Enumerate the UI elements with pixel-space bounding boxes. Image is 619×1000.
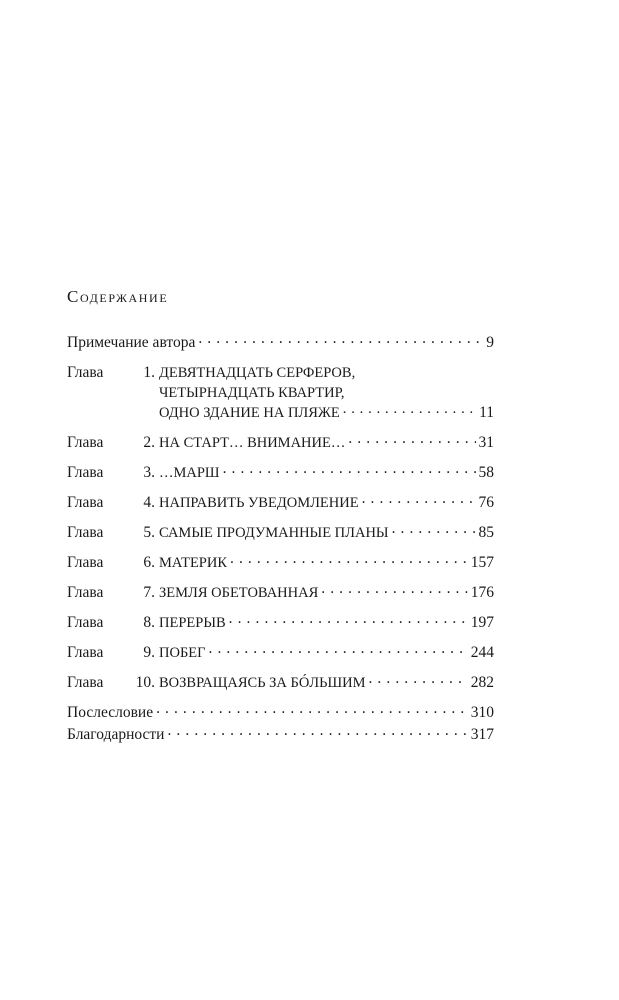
chapter-number: 4. — [143, 494, 155, 511]
chapter-word: Глава — [67, 524, 104, 541]
chapter-word: Глава — [67, 494, 104, 511]
chapter-number: 3. — [143, 464, 155, 481]
toc-heading: Содержание — [67, 287, 169, 306]
leader-dots — [368, 673, 467, 687]
toc-page-number: 11 — [479, 404, 494, 421]
chapter-title-line: ДЕВЯТНАДЦАТЬ СЕРФЕРОВ, — [159, 365, 356, 381]
toc-page-number: 58 — [478, 464, 494, 481]
toc-page-number: 76 — [478, 494, 494, 511]
chapter-number: 10. — [135, 674, 155, 691]
toc-page-number: 157 — [470, 554, 494, 571]
leader-dots — [343, 403, 476, 417]
leader-dots — [392, 523, 476, 537]
chapter-number: 6. — [143, 554, 155, 571]
toc-page-number: 176 — [470, 584, 494, 601]
toc-page-number: 282 — [470, 674, 494, 691]
toc-entry-chapter-10[interactable] — [67, 673, 494, 693]
toc-page-number: 85 — [478, 524, 494, 541]
chapter-word: Глава — [67, 644, 104, 661]
chapter-word: Глава — [67, 584, 104, 601]
toc-page-number: 317 — [470, 726, 494, 743]
chapter-number: 7. — [143, 584, 155, 601]
toc-entry-chapter-6[interactable] — [67, 553, 494, 573]
leader-dots — [209, 643, 468, 657]
toc-page-number: 9 — [486, 334, 494, 351]
toc-entry-acknowledgements[interactable] — [67, 725, 494, 745]
chapter-word: Глава — [67, 434, 104, 451]
chapter-word: Глава — [67, 674, 104, 691]
chapter-title: …МАРШ — [159, 465, 220, 481]
leader-dots — [348, 433, 475, 447]
leader-dots — [156, 703, 468, 717]
toc-entry-chapter-4[interactable] — [67, 493, 494, 513]
leader-dots — [229, 613, 468, 627]
toc-entry-chapter-2[interactable] — [67, 433, 494, 453]
chapter-title-line: ЧЕТЫРНАДЦАТЬ КВАРТИР, — [159, 385, 345, 401]
leader-dots — [362, 493, 476, 507]
toc-entry-chapter-9[interactable] — [67, 643, 494, 663]
chapter-title: ПЕРЕРЫВ — [159, 615, 226, 631]
toc-entry-afterword[interactable] — [67, 703, 494, 723]
chapter-number: 5. — [143, 524, 155, 541]
toc-page-number: 310 — [470, 704, 494, 721]
chapter-title-line: ОДНО ЗДАНИЕ НА ПЛЯЖЕ — [159, 405, 340, 421]
chapter-title: НА СТАРТ… ВНИМАНИЕ… — [159, 435, 346, 451]
toc-entry-label: Примечание автора — [67, 334, 196, 351]
toc-entry-chapter-8[interactable] — [67, 613, 494, 633]
chapter-word: Глава — [67, 614, 104, 631]
chapter-title: НАПРАВИТЬ УВЕДОМЛЕНИЕ — [159, 495, 359, 511]
toc-entry-label: Послесловие — [67, 704, 154, 721]
toc-entry-chapter-3[interactable] — [67, 463, 494, 483]
chapter-title: ЗЕМЛЯ ОБЕТОВАННАЯ — [159, 585, 319, 601]
toc-entry-author-note[interactable] — [67, 333, 494, 353]
chapter-number: 2. — [143, 434, 155, 451]
chapter-number: 9. — [143, 644, 155, 661]
chapter-title: ВОЗВРАЩАЯСЬ ЗА БÓЛЬШИМ — [159, 675, 366, 691]
toc-page-number: 197 — [470, 614, 494, 631]
chapter-word: Глава — [67, 364, 104, 381]
toc-page-number: 244 — [470, 644, 494, 661]
chapter-word: Глава — [67, 554, 104, 571]
leader-dots — [321, 583, 467, 597]
leader-dots — [223, 463, 476, 477]
chapter-title: МАТЕРИК — [159, 555, 228, 571]
toc-entry-chapter-5[interactable] — [67, 523, 494, 543]
leader-dots — [167, 725, 467, 739]
toc-entry-chapter-7[interactable] — [67, 583, 494, 603]
chapter-title: ПОБЕГ — [159, 645, 206, 661]
chapter-number: 1. — [143, 364, 155, 381]
leader-dots — [230, 553, 468, 567]
leader-dots — [198, 333, 483, 347]
toc-page-number: 31 — [478, 434, 494, 451]
chapter-word: Глава — [67, 464, 104, 481]
toc-entry-label: Благодарности — [67, 726, 165, 743]
chapter-title: САМЫЕ ПРОДУМАННЫЕ ПЛАНЫ — [159, 525, 389, 541]
chapter-number: 8. — [143, 614, 155, 631]
toc-entry-chapter-1[interactable] — [67, 363, 494, 423]
table-of-contents — [67, 285, 494, 755]
